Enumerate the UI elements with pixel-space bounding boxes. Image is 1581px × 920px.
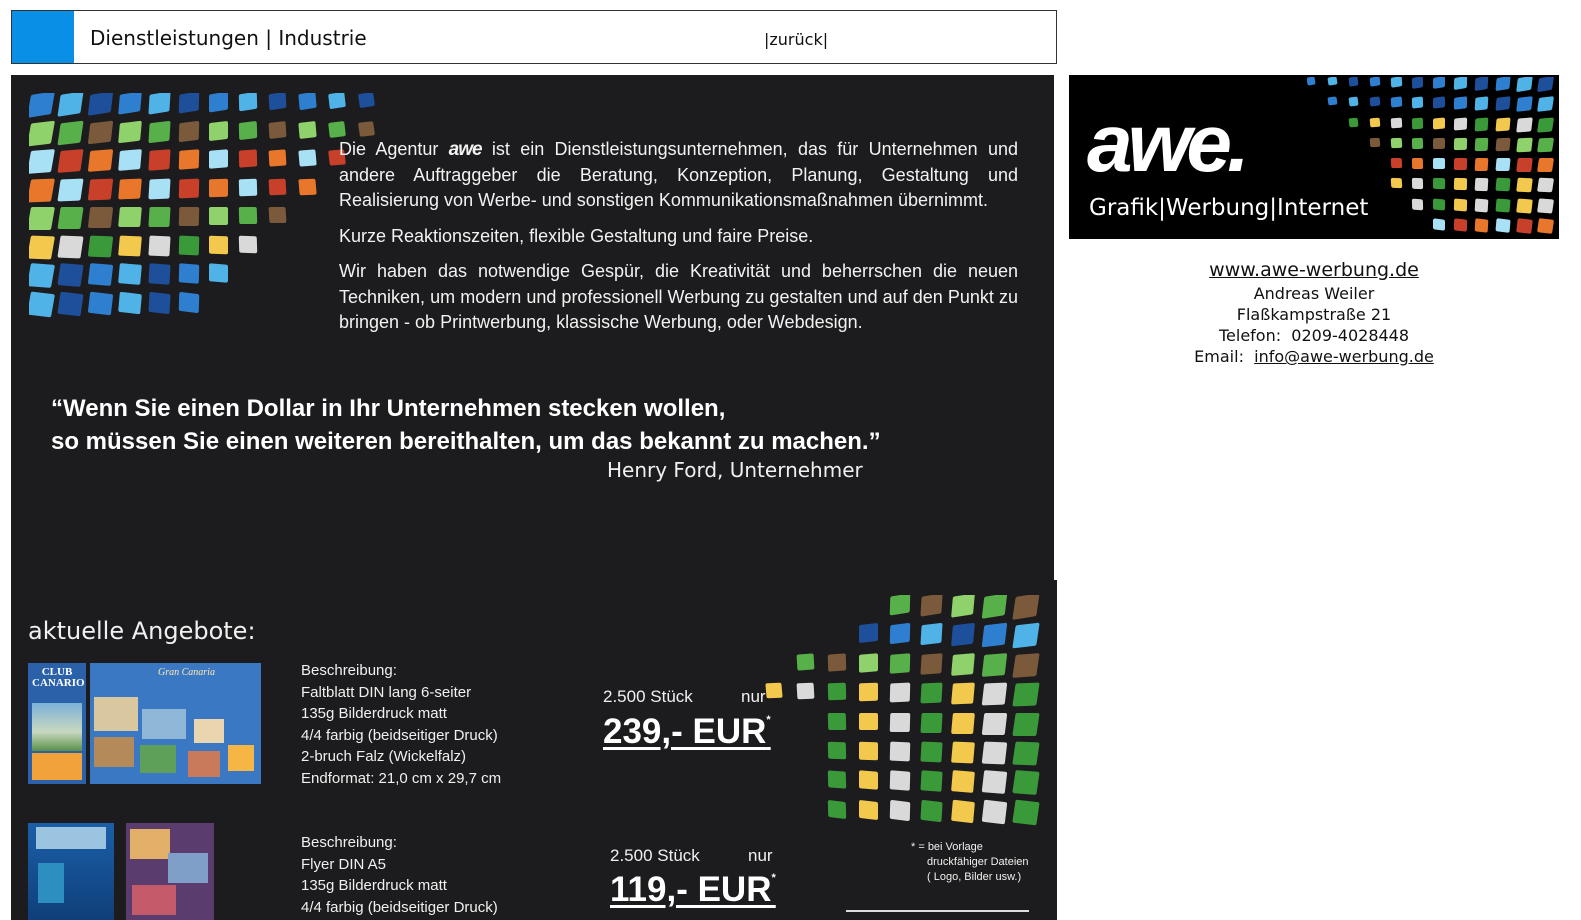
mosaic-tile	[1433, 77, 1445, 89]
mosaic-tile	[982, 683, 1008, 706]
mosaic-tile	[797, 653, 815, 670]
mosaic-tile	[118, 120, 141, 143]
mosaic-tile	[298, 93, 316, 110]
mosaic-tile	[1391, 97, 1402, 108]
mosaic-tile	[1454, 178, 1467, 190]
mosaic-tile	[29, 93, 55, 118]
mosaic-tile	[951, 683, 975, 705]
mosaic-tile	[859, 713, 878, 731]
mosaic-tile	[1537, 137, 1555, 152]
mosaic-tile	[1475, 158, 1489, 171]
offer-2-qty-label: 2.500 Stück	[610, 846, 700, 865]
mosaic-tile	[1012, 683, 1039, 707]
mosaic-tile	[920, 799, 942, 821]
intro-paragraph-1	[339, 137, 1018, 214]
mosaic-tile	[118, 235, 141, 256]
mosaic-tile	[209, 149, 228, 169]
mosaic-tile	[982, 799, 1008, 823]
mosaic-tile	[982, 623, 1008, 647]
mosaic-tile	[859, 683, 878, 702]
mosaic-tile	[88, 93, 113, 116]
mosaic-tile	[179, 263, 200, 283]
offer-2-desc-line: Beschreibung:	[301, 834, 397, 851]
intro-p1-after: ist ein Dienstleistungsunternehmen, das für Unternehmen und andere Auftraggeber die Beratung, Konzeption, Planung, Gestaltung und Realisierung von Werbe- und sonstigen Kommunikationsmaßnahmen übernimmt.	[339, 139, 1018, 210]
offer-1-price-star: *	[766, 714, 771, 726]
mosaic-tile	[358, 93, 375, 108]
mosaic-tile	[828, 653, 847, 671]
mosaic-tile	[118, 93, 141, 115]
contact-street: Flaßkampstraße 21	[1236, 305, 1392, 324]
mosaic-tile	[1433, 158, 1445, 169]
mosaic-tile	[1537, 218, 1555, 234]
mosaic-tile	[1348, 117, 1358, 127]
mosaic-tile	[1495, 117, 1510, 131]
mosaic-tile	[1495, 77, 1510, 91]
mosaic-tile	[859, 741, 878, 760]
mosaic-tile	[57, 93, 84, 117]
mosaic-tile	[1454, 77, 1467, 90]
mosaic-tile	[239, 149, 258, 168]
mosaic-tile	[118, 263, 141, 285]
mosaic-tile	[1433, 97, 1445, 110]
mosaic-tile	[148, 120, 170, 142]
email-link[interactable]: info@awe-werbung.de	[1254, 347, 1434, 366]
mosaic-tile	[29, 120, 55, 146]
mosaic-tile	[1391, 178, 1402, 188]
mosaic-tile	[1012, 653, 1039, 678]
mosaic-tile	[179, 235, 200, 255]
mosaic-tile	[920, 770, 942, 791]
mosaic-tile	[1454, 138, 1467, 150]
mosaic-tile	[148, 178, 170, 198]
offer-2-price-value: 119,- EUR	[610, 870, 772, 909]
mosaic-tile	[358, 121, 375, 137]
mosaic-tile	[1495, 218, 1510, 233]
mosaic-tile	[1495, 137, 1510, 151]
mosaic-tile	[148, 235, 170, 255]
offer-1-desc-line: 135g Bilderdruck matt	[301, 705, 447, 722]
offer-2-quantity	[610, 846, 790, 866]
mosaic-tile	[1516, 178, 1532, 192]
mosaic-tile	[88, 207, 113, 228]
mosaic-tile	[890, 799, 911, 820]
footnote-line-3: ( Logo, Bilder usw.)	[927, 871, 1022, 883]
offer-2-price-star: *	[771, 872, 776, 884]
mosaic-tile	[828, 742, 847, 760]
mosaic-image-logo	[1307, 77, 1559, 239]
mosaic-tile	[1433, 198, 1445, 210]
mosaic-tile	[890, 595, 911, 615]
mosaic-tile	[1495, 158, 1510, 171]
mosaic-tile	[951, 799, 975, 822]
mosaic-tile	[1012, 799, 1039, 824]
mosaic-tile	[890, 770, 911, 790]
intro-p1-before: Die Agentur	[339, 139, 439, 159]
mosaic-image-top	[29, 93, 389, 321]
footnote-line-1: * = bei Vorlage	[911, 841, 983, 853]
mosaic-tile	[179, 291, 200, 312]
mosaic-tile	[951, 741, 975, 763]
intro-text	[339, 137, 1018, 346]
offer-1-description	[301, 660, 501, 789]
mosaic-tile	[1516, 96, 1532, 112]
intro-paragraph-3: Wir haben das notwendige Gespür, die Kreativität und beherrschen die neuen Techniken, um modern und professionell Werbung zu gestalten und auf den Punkt zu bringen - ob Printwerbung, klassische Werbung, oder Webdesign.	[339, 261, 1018, 332]
mosaic-tile	[1516, 218, 1532, 234]
contact-name: Andreas Weiler	[1253, 284, 1375, 303]
mosaic-tile	[148, 207, 170, 227]
offer-1-qty-label: 2.500 Stück	[603, 687, 693, 706]
mosaic-tile	[890, 713, 911, 732]
mosaic-tile	[88, 149, 113, 172]
mosaic-tile	[179, 178, 200, 198]
offer-1-desc-line: 2-bruch Falz (Wickelfalz)	[301, 748, 467, 765]
mosaic-tile	[828, 713, 847, 730]
phone-value: 0209-4028448	[1291, 326, 1410, 345]
offer-1-thumb-brand: CLUB CANARIO	[32, 666, 85, 689]
mosaic-tile	[890, 741, 911, 761]
mosaic-tile	[859, 799, 878, 819]
mosaic-tile	[298, 178, 316, 194]
mosaic-tile	[29, 178, 55, 202]
mosaic-tile	[1516, 198, 1532, 213]
offer-1-price-value: 239,- EUR	[603, 712, 767, 751]
mosaic-tile	[179, 149, 200, 169]
mosaic-tile	[328, 121, 345, 138]
offer-1-desc-line: 4/4 farbig (beidseitiger Druck)	[301, 726, 498, 744]
intro-paragraph-2: Kurze Reaktionszeiten, flexible Gestaltung und faire Preise.	[339, 225, 814, 246]
mosaic-tile	[890, 653, 911, 673]
mosaic-tile	[1454, 96, 1467, 109]
mosaic-tile	[1495, 96, 1510, 111]
mosaic-tile	[209, 178, 228, 197]
mosaic-tile	[1516, 137, 1532, 151]
mosaic-tile	[1012, 741, 1039, 765]
mosaic-tile	[88, 178, 113, 200]
mosaic-tile	[1412, 178, 1424, 189]
main-content-panel	[11, 75, 1054, 920]
mosaic-tile	[1454, 198, 1467, 211]
mosaic-tile	[179, 120, 200, 141]
offer-1-nur-label: nur	[741, 687, 766, 706]
top-nav-bar	[11, 10, 1057, 64]
mosaic-tile	[890, 683, 911, 703]
offers-title: aktuelle Angebote:	[28, 617, 256, 645]
website-link[interactable]: www.awe-werbung.de	[1209, 259, 1419, 281]
mosaic-tile	[797, 683, 815, 700]
mosaic-tile	[1454, 218, 1467, 231]
mosaic-tile	[1433, 218, 1445, 231]
mosaic-tile	[1012, 770, 1039, 795]
mosaic-tile	[920, 595, 942, 616]
offer-2-nur-label: nur	[748, 846, 773, 865]
mosaic-tile	[57, 235, 84, 258]
mosaic-tile	[951, 653, 975, 676]
mosaic-tile	[1433, 138, 1445, 150]
mosaic-tile	[1307, 77, 1316, 85]
mosaic-tile	[1391, 138, 1402, 148]
mosaic-tile	[269, 93, 287, 111]
mosaic-tile	[982, 770, 1008, 794]
mosaic-tile	[1537, 178, 1555, 193]
mosaic-tile	[1370, 97, 1381, 108]
offer-1-thumbnail	[28, 663, 261, 784]
mosaic-tile	[982, 741, 1008, 764]
email-label: Email:	[1194, 347, 1244, 366]
mosaic-tile	[1370, 138, 1381, 148]
mosaic-tile	[148, 93, 170, 114]
nav-title: Dienstleistungen | Industrie	[90, 26, 367, 50]
mosaic-tile	[1391, 77, 1402, 88]
mosaic-tile	[1012, 713, 1039, 736]
mosaic-tile	[209, 207, 228, 225]
offer-2-price	[610, 870, 776, 910]
mosaic-tile	[239, 235, 258, 253]
mosaic-tile	[951, 595, 975, 618]
mosaic-tile	[920, 683, 942, 704]
offer-1-desc-line: Faltblatt DIN lang 6-seiter	[301, 683, 472, 701]
mosaic-tile	[298, 149, 316, 166]
mosaic-tile	[920, 741, 942, 762]
mosaic-tile	[951, 713, 975, 734]
footer-divider	[846, 910, 1029, 912]
quote-line-2: so müssen Sie einen weiteren bereithalten, um das bekannt zu machen.”	[51, 428, 881, 455]
mosaic-tile	[118, 178, 141, 199]
mosaic-tile	[951, 623, 975, 646]
awe-logo: awe.	[1087, 98, 1245, 189]
brand-banner	[1069, 75, 1559, 239]
mosaic-tile	[269, 120, 287, 138]
mosaic-tile	[148, 149, 170, 170]
offer-1-desc-line: Endformat: 21,0 cm x 29,7 cm	[301, 769, 502, 787]
mosaic-tile	[951, 770, 975, 793]
offer-1-price	[603, 712, 771, 752]
mosaic-tile	[1475, 198, 1489, 212]
mosaic-tile	[1537, 77, 1555, 93]
mosaic-tile	[1475, 96, 1489, 110]
mosaic-tile	[1537, 117, 1555, 133]
quote-line-1: “Wenn Sie einen Dollar in Ihr Unternehmen stecken wollen,	[51, 395, 726, 422]
mosaic-tile	[1433, 117, 1445, 129]
mosaic-tile	[209, 263, 228, 283]
mosaic-tile	[1454, 117, 1467, 130]
mosaic-tile	[1391, 158, 1402, 168]
mosaic-tile	[920, 713, 942, 733]
contact-phone-row	[1069, 325, 1559, 346]
mosaic-tile	[1412, 138, 1424, 149]
offer-1-thumb-title: Gran Canaria	[158, 667, 215, 678]
mosaic-tile	[269, 178, 287, 195]
mosaic-tile	[1537, 96, 1555, 112]
mosaic-tile	[29, 291, 55, 317]
mosaic-tile	[148, 291, 170, 313]
mosaic-tile	[57, 291, 84, 316]
mosaic-tile	[982, 653, 1008, 677]
contact-block	[1069, 260, 1559, 367]
mosaic-tile	[269, 207, 287, 223]
mosaic-tile	[1327, 77, 1337, 86]
mosaic-tile	[1495, 198, 1510, 212]
mosaic-tile	[890, 623, 911, 644]
mosaic-tile	[1454, 158, 1467, 170]
mosaic-tile	[1516, 117, 1532, 132]
mosaic-tile	[828, 771, 847, 789]
mosaic-tile	[57, 178, 84, 201]
mosaic-tile	[328, 93, 345, 109]
mosaic-tile	[57, 120, 84, 145]
offer-2-desc-line: Flyer DIN A5	[301, 855, 387, 873]
mosaic-tile	[1370, 117, 1381, 127]
mosaic-tile	[1475, 218, 1489, 232]
mosaic-tile	[1327, 97, 1337, 106]
mosaic-tile	[982, 713, 1008, 735]
main-panel-edge	[1054, 580, 1057, 920]
mosaic-tile	[239, 207, 258, 224]
offer-2-thumbnail	[28, 823, 214, 920]
mosaic-tile	[298, 121, 316, 139]
mosaic-tile	[1516, 77, 1532, 92]
mosaic-tile	[29, 235, 55, 259]
mosaic-tile	[57, 263, 84, 287]
mosaic-tile	[239, 120, 258, 139]
mosaic-tile	[1412, 198, 1424, 210]
mosaic-tile	[118, 291, 141, 314]
mosaic-tile	[920, 623, 942, 645]
offer-2-desc-line: 135g Bilderdruck matt	[301, 877, 447, 894]
mosaic-tile	[1391, 117, 1402, 128]
mosaic-tile	[1348, 97, 1358, 107]
mosaic-tile	[239, 93, 258, 112]
quote-author: Henry Ford, Unternehmer	[607, 458, 863, 482]
phone-label: Telefon:	[1218, 326, 1282, 345]
mosaic-tile	[1433, 178, 1445, 190]
mosaic-tile	[1475, 77, 1489, 91]
mosaic-tile	[57, 149, 84, 173]
mosaic-tile	[1412, 97, 1424, 109]
mosaic-tile	[1370, 77, 1381, 87]
mosaic-tile	[88, 120, 113, 144]
offer-1-quantity	[603, 687, 783, 707]
offer-2-desc-line: 4/4 farbig (beidseitiger Druck)	[301, 898, 498, 916]
awe-inline-logo: awe	[448, 139, 482, 160]
quote-block	[51, 392, 881, 458]
mosaic-tile	[29, 263, 55, 288]
offer-2-description	[301, 832, 498, 918]
mosaic-tile	[859, 653, 878, 672]
mosaic-tile	[209, 235, 228, 254]
brand-tagline: Grafik|Werbung|Internet	[1089, 195, 1369, 221]
offer-1-desc-line: Beschreibung:	[301, 662, 397, 679]
mosaic-tile	[29, 149, 55, 174]
mosaic-tile	[88, 291, 113, 315]
mosaic-tile	[982, 595, 1008, 619]
mosaic-tile	[1495, 178, 1510, 192]
mosaic-tile	[1537, 158, 1555, 172]
back-link[interactable]: |zurück|	[764, 30, 829, 49]
mosaic-tile	[1475, 117, 1489, 131]
mosaic-tile	[57, 207, 84, 229]
mosaic-tile	[1348, 77, 1358, 87]
mosaic-tile	[1475, 178, 1489, 191]
mosaic-tile	[1412, 117, 1424, 129]
mosaic-tile	[1012, 623, 1039, 648]
mosaic-tile	[920, 653, 942, 674]
mosaic-tile	[828, 800, 847, 819]
mosaic-tile	[269, 149, 287, 167]
mosaic-tile	[1012, 595, 1039, 620]
mosaic-tile	[29, 207, 55, 230]
mosaic-tile	[1516, 158, 1532, 172]
footnote-line-2: druckfähiger Dateien	[927, 856, 1029, 868]
contact-email-row	[1069, 346, 1559, 367]
mosaic-tile	[828, 683, 847, 701]
mosaic-tile	[859, 770, 878, 789]
mosaic-tile	[88, 263, 113, 286]
mosaic-tile	[209, 93, 228, 113]
mosaic-tile	[1412, 77, 1424, 89]
mosaic-tile	[209, 120, 228, 140]
mosaic-tile	[88, 235, 113, 257]
mosaic-tile	[148, 263, 170, 284]
mosaic-tile	[239, 178, 258, 196]
price-footnote	[911, 840, 1051, 885]
mosaic-tile	[118, 149, 141, 171]
mosaic-tile	[1537, 198, 1555, 214]
mosaic-tile	[1475, 137, 1489, 150]
mosaic-tile	[179, 207, 200, 226]
mosaic-tile	[179, 93, 200, 113]
nav-accent-block	[12, 11, 74, 63]
mosaic-tile	[859, 623, 878, 643]
mosaic-tile	[1412, 158, 1424, 169]
mosaic-tile	[118, 207, 141, 227]
